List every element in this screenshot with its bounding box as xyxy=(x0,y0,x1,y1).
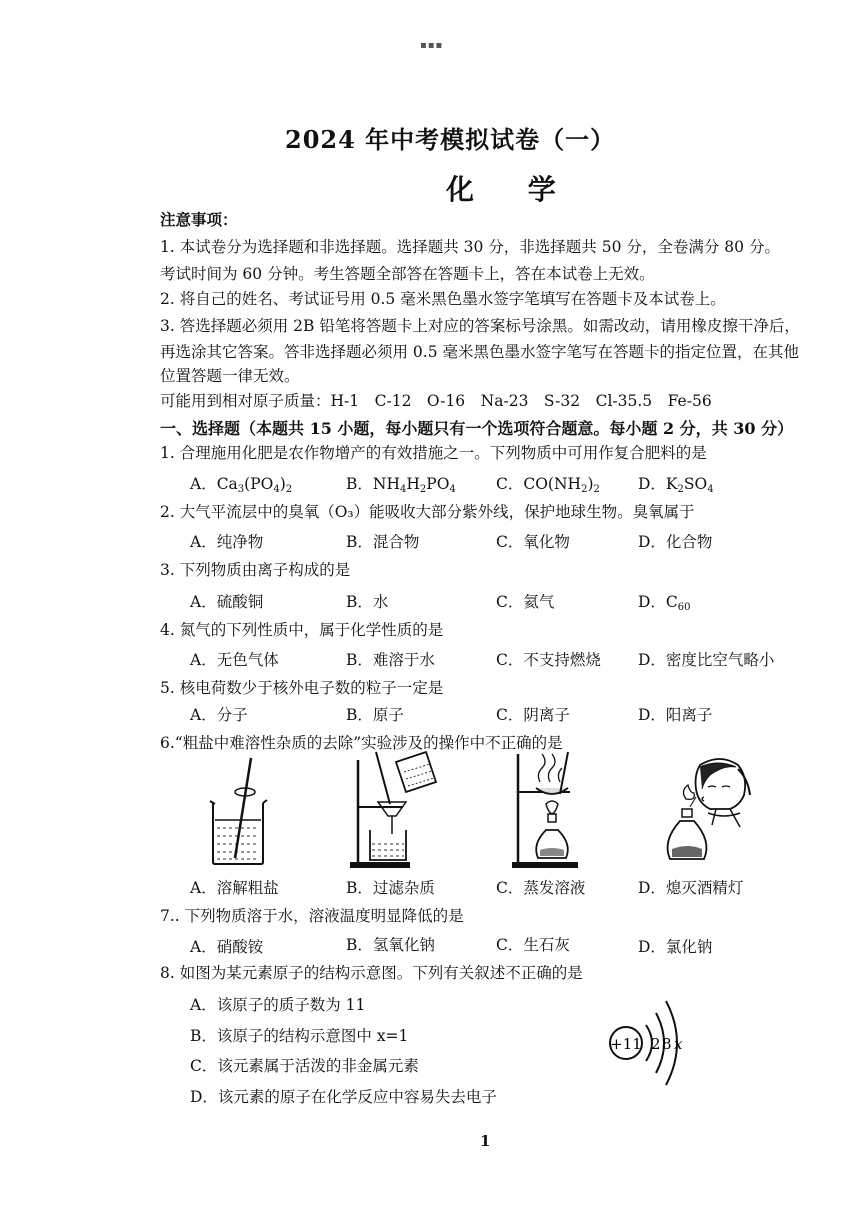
dissolve-beaker-figure xyxy=(205,758,275,868)
q8-option-c: C．该元素属于活泼的非金属元素 xyxy=(190,1057,419,1075)
q2-option-b: B．混合物 xyxy=(346,533,420,551)
section-heading: 一、选择题（本题共 15 小题，每小题只有一个选项符合题意。每小题 2 分，共 30 分） xyxy=(160,419,794,438)
notice-line-3: 2. 将自己的姓名、考试证号用 0.5 毫米黑色墨水签字笔填写在答题卡及本试卷上。 xyxy=(160,290,726,308)
q5-option-b: B．原子 xyxy=(346,706,404,724)
q4-option-d: D．密度比空气略小 xyxy=(638,651,775,669)
notice-line-5: 再选涂其它答案。答非选择题必须用 0.5 毫米黑色墨水签字笔写在答题卡的指定位置，在其他 xyxy=(160,343,800,361)
q8-option-b: B．该原子的结构示意图中 x=1 xyxy=(190,1027,409,1045)
q4-option-c: C．不支持燃烧 xyxy=(496,651,601,669)
q8-option-d: D．该元素的原子在化学反应中容易失去电子 xyxy=(190,1088,497,1106)
question-8-stem: 8. 如图为某元素原子的结构示意图。下列有关叙述不正确的是 xyxy=(160,964,583,982)
header-dots: ▪▪▪ xyxy=(420,40,444,51)
question-3-stem: 3. 下列物质由离子构成的是 xyxy=(160,561,351,579)
q1-option-c: C．$CO(NH_2)_2$ xyxy=(496,475,600,495)
q5-option-a: A．分子 xyxy=(190,706,248,724)
q1-option-b: B．$NH_4H_2PO_4$ xyxy=(346,475,456,495)
q6-option-d: D．熄灭酒精灯 xyxy=(638,879,744,897)
notice-heading: 注意事项： xyxy=(160,210,238,229)
question-2-stem: 2. 大气平流层中的臭氧（O₃）能吸收大部分紫外线，保护地球生物。臭氧属于 xyxy=(160,503,695,521)
q3-option-a: A．硫酸铜 xyxy=(190,593,264,611)
q3-option-c: C．氦气 xyxy=(496,593,555,611)
notice-line-2: 考试时间为 60 分钟。考生答题全部答在答题卡上，答在本试卷上无效。 xyxy=(160,265,655,283)
notice-line-4: 3. 答选择题必须用 2B 铅笔将答题卡上对应的答案标号涂黑。如需改动，请用橡皮擦干净后， xyxy=(160,317,800,335)
q7-option-b: B．氢氧化钠 xyxy=(346,936,435,954)
q1-option-d: D．$K_2SO_4$ xyxy=(638,475,714,495)
notice-line-1: 1. 本试卷分为选择题和非选择题。选择题共 30 分，非选择题共 50 分，全卷满分 80 分。 xyxy=(160,238,780,256)
q2-option-d: D．化合物 xyxy=(638,533,713,551)
q7-option-a: A．硝酸铵 xyxy=(190,938,264,956)
q4-option-a: A．无色气体 xyxy=(190,651,279,669)
exam-title: 2024 年中考模拟试卷（一） xyxy=(285,125,616,154)
shell-2-electrons: 8 xyxy=(662,1035,672,1053)
question-4-stem: 4. 氮气的下列性质中，属于化学性质的是 xyxy=(160,621,444,639)
q2-option-a: A．纯净物 xyxy=(190,533,264,551)
extinguish-lamp-figure xyxy=(650,755,760,870)
q8-option-a: A．该原子的质子数为 11 xyxy=(190,996,366,1014)
filtration-figure xyxy=(348,752,438,872)
question-1-stem: 1. 合理施用化肥是农作物增产的有效措施之一。下列物质中可用作复合肥料的是 xyxy=(160,444,707,462)
shell-1-electrons: 2 xyxy=(651,1035,661,1053)
q3-option-d: D．$C_{60}$ xyxy=(638,593,691,613)
q7-option-c: C．生石灰 xyxy=(496,936,570,954)
q6-option-a: A．溶解粗盐 xyxy=(190,879,279,897)
evaporation-figure xyxy=(510,752,600,872)
q1-option-a: A．$Ca_3(PO_4)_2$ xyxy=(190,475,293,495)
shell-3-electrons: x xyxy=(674,1035,683,1053)
q5-option-d: D．阳离子 xyxy=(638,706,713,724)
page-number: 1 xyxy=(480,1132,491,1150)
q6-option-b: B．过滤杂质 xyxy=(346,879,435,897)
subject-title: 化 学 xyxy=(446,173,578,206)
q6-option-c: C．蒸发溶液 xyxy=(496,879,586,897)
q2-option-c: C．氧化物 xyxy=(496,533,570,551)
atom-structure-diagram xyxy=(600,995,710,1095)
notice-line-6: 位置答题一律无效。 xyxy=(160,367,300,385)
q4-option-b: B．难溶于水 xyxy=(346,651,435,669)
q5-option-c: C．阴离子 xyxy=(496,706,570,724)
question-5-stem: 5. 核电荷数少于核外电子数的粒子一定是 xyxy=(160,679,444,697)
question-6-stem: 6.“粗盐中难溶性杂质的去除”实验涉及的操作中不正确的是 xyxy=(160,734,563,752)
q7-option-d: D．氯化钠 xyxy=(638,938,713,956)
nucleus-charge: +11 xyxy=(610,1035,642,1053)
atomic-masses: 可能用到相对原子质量：H-1 C-12 O-16 Na-23 S-32 Cl-35.5 Fe-56 xyxy=(160,392,712,410)
q3-option-b: B．水 xyxy=(346,593,389,611)
question-7-stem: 7.. 下列物质溶于水，溶液温度明显降低的是 xyxy=(160,907,464,925)
